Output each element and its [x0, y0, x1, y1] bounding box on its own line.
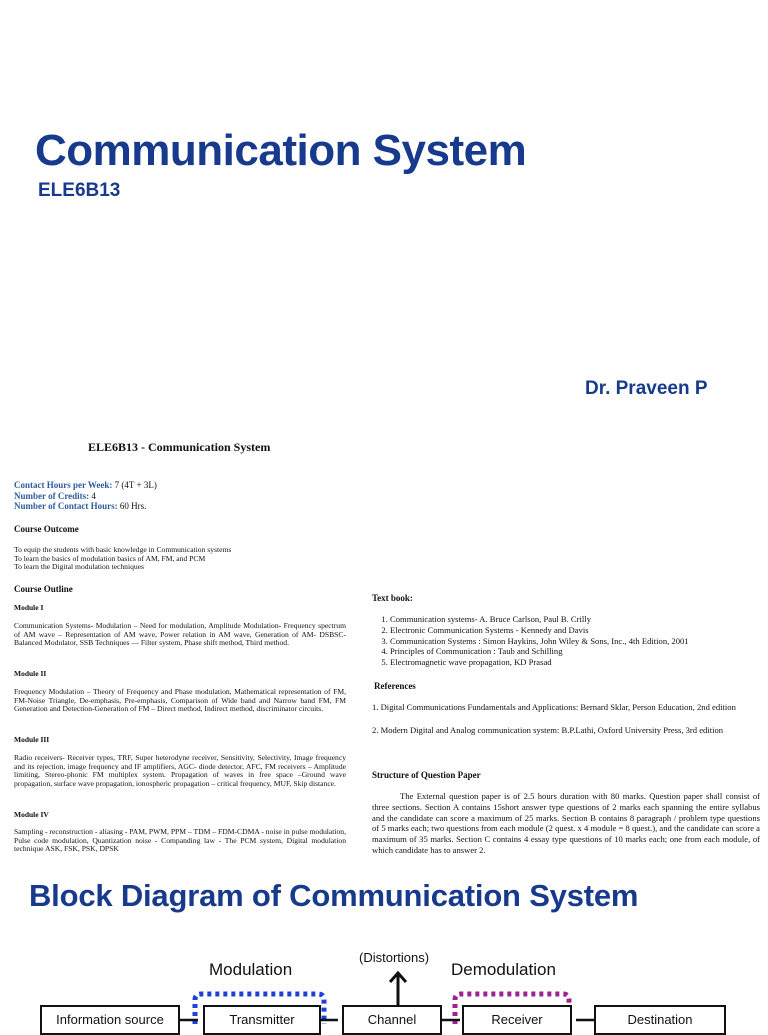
credits-label: Number of Credits: — [14, 490, 90, 501]
module-4-heading: Module IV — [14, 810, 49, 819]
contact-total-label: Number of Contact Hours: — [14, 501, 118, 511]
module-1-text: Communication Systems- Modulation – Need for modulation, Amplitude Modulation- Frequency spectrum of AM wave – Representation of AM wave, Power relation in AM wave, Generation of AM- DSBSC- Balanced Modulator, SSB Techniques — Filter system, Phase shift method, Third method. — [14, 621, 346, 648]
course-meta — [14, 480, 157, 512]
author-name: Dr. Praveen P — [585, 378, 708, 399]
references-heading: References — [374, 681, 416, 691]
modulation-label: Modulation — [209, 960, 293, 979]
outcome-line: To equip the students with basic knowledge in Communication systems — [14, 545, 232, 554]
block-destination: Destination — [594, 1005, 726, 1035]
textbook-item: 2. Electronic Communication Systems - Kennedy and Davis — [390, 625, 768, 636]
module-2-text: Frequency Modulation – Theory of Frequency and Phase modulation, Mathematical representation of FM, FM-Noise Triangle, De-emphasis, Pre-emphasis, Comparison of Wide band and Narrow band FM, FM Generation and Detection-Generation of FM – Direct method, Indirect method, discriminator circuits. — [14, 687, 346, 714]
outcome-line: To learn the basics of modulation basics of AM, FM, and PCM — [14, 553, 206, 563]
textbook-item: 5. Electromagnetic wave propagation, KD Prasad — [390, 657, 768, 668]
reference-2: 2. Modern Digital and Analog communication system: B.P.Lathi, Oxford University Press, 3rd edition — [372, 725, 724, 735]
syllabus-title: ELE6B13 - Communication System — [88, 440, 271, 454]
contact-hours-value: 7 (4T + 3L) — [112, 480, 157, 490]
credits-value: 4 — [89, 490, 96, 501]
contact-hours-label: Contact Hours per Week: — [14, 480, 113, 490]
title-slide — [0, 0, 768, 430]
slide-title: Communication System — [35, 126, 527, 175]
block-receiver: Receiver — [462, 1005, 572, 1035]
block-diagram-title: Block Diagram of Communication System — [29, 878, 639, 913]
textbook-item: 1. Communication systems- A. Bruce Carlson, Paul B. Crilly — [390, 614, 768, 625]
course-outline-heading: Course Outline — [14, 584, 73, 594]
outcome-line: To learn the Digital modulation techniques — [14, 562, 145, 572]
distortions-label: (Distortions) — [359, 950, 430, 965]
block-information-source: Information source — [40, 1005, 180, 1035]
module-1-heading: Module I — [14, 603, 44, 612]
course-code: ELE6B13 — [38, 180, 121, 201]
module-4-text: Sampling - reconstruction - aliasing - PAM, PWM, PPM – TDM – FDM-CDMA - noise in pulse modulation, Pulse code modulation, Quantization noise - Companding law - The PCM system, Digital modulation technique ASK, FSK, PSK, DPSK — [14, 827, 346, 854]
course-outcome-list — [14, 546, 354, 572]
question-paper-heading: Structure of Question Paper — [372, 770, 481, 780]
module-2-heading: Module II — [14, 669, 47, 678]
module-3-heading: Module III — [14, 735, 50, 744]
textbook-list — [372, 614, 768, 668]
reference-1: 1. Digital Communications Fundamentals and Applications: Bernard Sklar, Person Education, 2nd edition — [372, 702, 736, 712]
demodulation-label: Demodulation — [451, 960, 556, 979]
textbook-item: 3. Communication Systems : Simon Haykins, John Wiley & Sons, Inc., 4th Edition, 2001 — [390, 636, 768, 647]
contact-total-value: 60 Hrs. — [117, 501, 147, 511]
block-transmitter: Transmitter — [203, 1005, 321, 1035]
question-paper-text: The External question paper is of 2.5 hours duration with 80 marks. Question paper shall consist of three sections. Section A contains 15short answer type questions of 2 marks each spanning the entire syllabus and the candidate can score a maximum of 25 marks. Section B contains 8 paragraph / problem type questions of 5 marks each; two questions from each module (2 quest. x 4 module = 8 quest.), and the candidate can score a maximum of 35 marks. Section C contains 4 essay type questions of 10 marks each; one from each module, of which candidate has to answer 2. — [372, 791, 760, 855]
course-outcome-heading: Course Outcome — [14, 524, 79, 534]
module-3-text: Radio receivers- Receiver types, TRF, Super heterodyne receiver, Sensitivity, Selectivity, Image frequency and its rejection, image frequency and IF amplifiers, AGC- diode detector, AFC, FM receivers – Amplitude limiting, Stereo-phonic FM multiplex system. Propagation of waves in free space –Ground wave propagation, surface wave propagation, ionospheric propagation – critical frequency, MUF, Skip distance. — [14, 753, 346, 788]
textbook-item: 4. Principles of Communication : Taub and Schilling — [390, 646, 768, 657]
textbook-heading: Text book: — [372, 593, 413, 603]
block-channel: Channel — [342, 1005, 442, 1035]
